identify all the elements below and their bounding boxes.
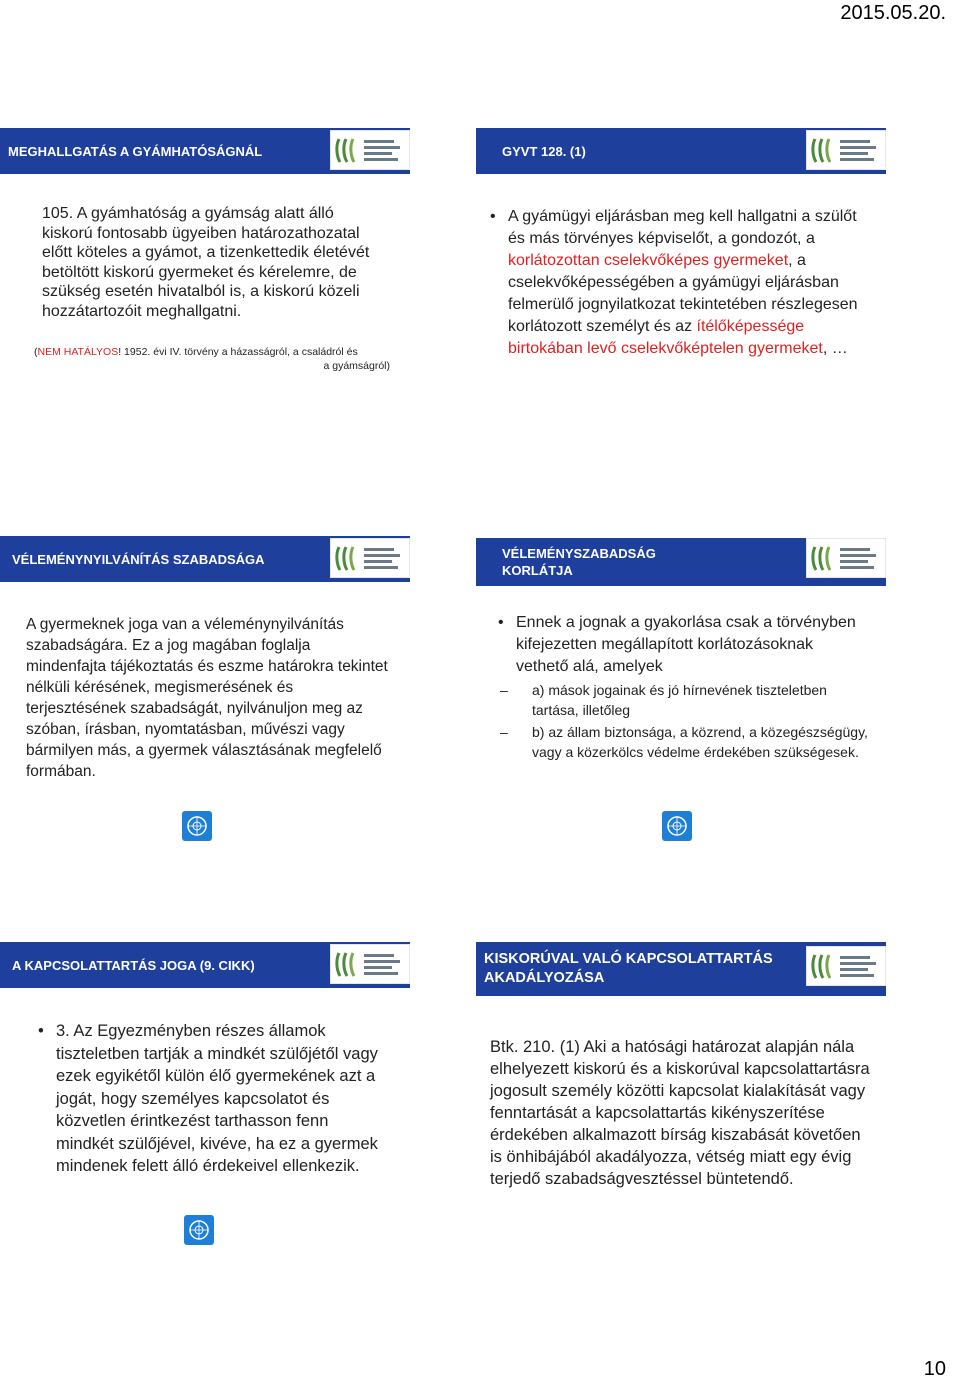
slide-body xyxy=(490,206,870,360)
bullet-item: • 3. Az Egyezményben részes államok tiszteletben tartják a mindkét szülőjétől vagy ezek egyikétől külön élő gyermekének azt a jogát, hogy személyes kapcsolatot és közvetlen érintkezést tarthasson fenn mindkét szülőjével, kivéve, ha ez a gyermek mindenek felett álló érdekeivel ellenkezik. xyxy=(38,1020,390,1178)
slide-title: KISKORÚVAL VALÓ KAPCSOLATTARTÁS AKADÁLYOZÁSA xyxy=(484,951,773,986)
ombudsman-logo-icon xyxy=(806,946,886,986)
slide-gyvt xyxy=(476,120,946,420)
note-line2: a gyámságról) xyxy=(323,360,390,372)
page-date: 2015.05.20. xyxy=(840,2,946,24)
ombudsman-logo-icon xyxy=(806,538,886,578)
ombudsman-logo-icon xyxy=(330,130,410,170)
note-text: ! 1952. évi IV. törvény a házasságról, a családról és xyxy=(118,346,358,358)
page-number: 10 xyxy=(923,1358,946,1380)
paragraph-text: 105. A gyámhatóság a gyámság alatt álló kiskorú fontosabb ügyeiben határozathozatal előtt köteles a gyámot, a tizenkettedik életévét betöltött kiskorú gyermeket és kérelemre, de szükség esetén hivatalból is, a kiskorú közeli hozzátartozóit meghallgatni. xyxy=(42,205,370,320)
slide-body xyxy=(38,1020,390,1178)
slide-body xyxy=(490,1036,876,1190)
footnote xyxy=(34,345,390,373)
paragraph-text: Btk. 210. (1) Aki a hatósági határozat alapján nála elhelyezett kiskorú és a kiskorúval kapcsolattartásra jogosult személy közötti kapcsolat kialakítását vagy fenntartását a kapcsolattartás kikényszerítése érdekében alkalmazott bírság kiszabását követően is önhibájából akadályozza, vétség miatt egy évig terjedő szabadságvesztéssel büntetendő. xyxy=(490,1038,870,1188)
slide-kapcsolattartas-akadalyozasa xyxy=(476,934,946,1234)
slide-title: MEGHALLGATÁS A GYÁMHATÓSÁGNÁL xyxy=(8,143,263,159)
slide-velemenyszabadsag-korlatja xyxy=(476,528,946,828)
slide-body xyxy=(498,612,868,762)
ombudsman-logo-icon xyxy=(330,538,410,578)
note-paren: ( xyxy=(34,346,38,358)
paragraph-text: A gyermeknek joga van a véleménynyilvánítás szabadságára. Ez a jog magában foglalja mindenfajta tájékoztatás és eszme határokra tekintet nélküli kérésének, megismerésének és terjesztésének szabadságát, nyilvánuljon meg az szóban, írásban, nyomtatásban, művészi vagy bármilyen más, a gyermek választásának megfelelő formában. xyxy=(26,616,388,780)
slide-kapcsolattartas-joga xyxy=(0,934,470,1234)
unicef-icon xyxy=(662,811,692,841)
slide-body xyxy=(26,614,390,782)
ombudsman-logo-icon xyxy=(330,944,410,984)
slide-title: A KAPCSOLATTARTÁS JOGA (9. CIKK) xyxy=(12,957,255,973)
ombudsman-logo-icon xyxy=(806,130,886,170)
slide-title: GYVT 128. (1) xyxy=(502,143,586,159)
slide-title: VÉLEMÉNYNYILVÁNÍTÁS SZABADSÁGA xyxy=(12,551,265,567)
bullet-item: • Ennek a jognak a gyakorlása csak a törvényben kifejezetten megállapított korlátozásoknak vethető alá, amelyek xyxy=(498,612,868,678)
unicef-icon xyxy=(184,1215,214,1245)
bullet-item: • A gyámügyi eljárásban meg kell hallgatni a szülőt és más törvényes képviselőt, a gondozót, a korlátozottan cselekvőképes gyermeket, a cselekvőképességében a gyámügyi eljárásban felmerülő jognyilatkozat tekintetében részlegesen korlátozott személyt és az ítélőképessége birtokában levő cselekvőképtelen gyermeket, … xyxy=(490,206,870,360)
unicef-icon xyxy=(182,811,212,841)
sub-item-b: – b) az állam biztonsága, a közrend, a közegészségügy, vagy a közerkölcs védelme érdekében szükségesek. xyxy=(500,724,868,760)
slide-title: VÉLEMÉNYSZABADSÁG KORLÁTJA xyxy=(502,546,656,578)
slide-body xyxy=(42,204,382,321)
slide-velemenynyilvanitas xyxy=(0,528,470,828)
slide-meghallgatas xyxy=(0,120,470,420)
sub-item-a: – a) mások jogainak és jó hírnevének tiszteletben tartása, illetőleg xyxy=(500,682,827,718)
not-in-force-label: NEM HATÁLYOS xyxy=(37,346,119,358)
